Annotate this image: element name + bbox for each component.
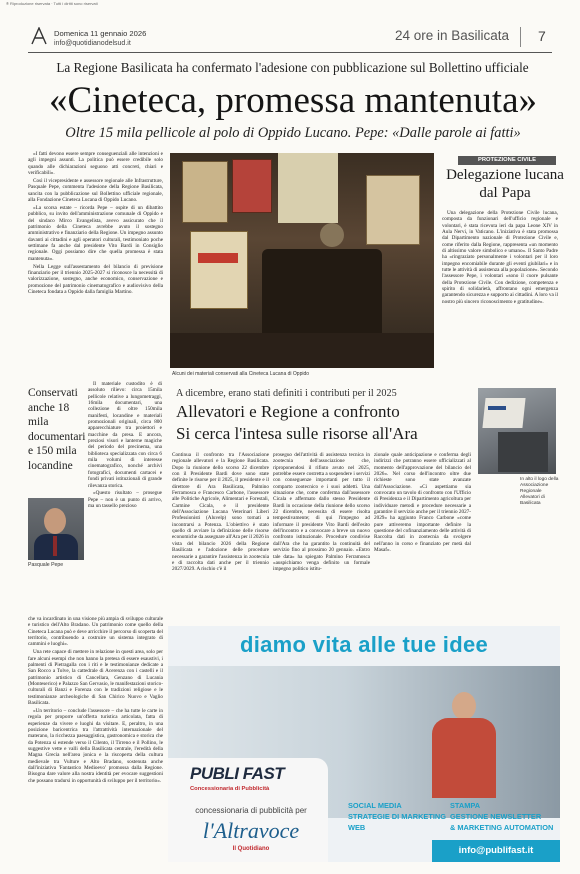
ad-services-right — [450, 800, 553, 833]
paragraph: Così il vicepresidente e assessore regionale alle Infrastrutture, Pasquale Pepe, commenta l'adesione della Regione Basilicata, sancita con la pubblicazione sul Bollettino ufficiale regionale, alla Fondazione Cineteca Lucana di Oppido Lucano. — [28, 177, 163, 203]
paragraph: Continua il confronto tra l'Associazione regionale allevatori e la Regione Basilicata. Dopo la riunione dello scorso 22 dicembre con il Presidente Bardi dove sono state definite le risorse per il 2025, il presidente e il direttore di Ara Basilicata, Palmino Ferramosca e Francesco Carbone, l'assessore alle Politiche Agricole, Alimentari e Forestali, Carmine Cicala, e il presidente dell'Associazione Lucana Veterinari Liberi Professionisti (Aluvelp) sono tornati a incontrarsi a Potenza. L'obiettivo è stato quello di avviare la definizione delle risorse economiche da assegnare all'Ara per il 2026 in vista del bilancio 2026 della Regione Basilicata e l'adozione delle procedure necessarie a garantire l'assistenza in zootecnia e di raccolta dati anche per il triennio 2027/2029. A rischio c'è il — [172, 452, 269, 573]
top-notice: ® Riproduzione riservata · Tutti i diritti sono riservati — [6, 1, 98, 6]
pullquote: Conservati anche 18 mila documentari e 150 mila locandine — [28, 387, 86, 472]
ara-photo — [478, 388, 556, 474]
cineteca-photo — [170, 153, 434, 368]
paragraph: «I fatti devono essere sempre conseguenziali alle intenzioni e agli impegni assunti. La politica può essere credibile solo quando alle dichiarazioni seguono atti concreti, chiari e verificabili». — [28, 151, 163, 177]
masthead-email[interactable]: info@quotidianodelsud.it — [54, 40, 131, 47]
service-item: SOCIAL MEDIA — [348, 801, 402, 810]
paragraph: «La scorsa estate – ricorda Pepe – ospite di un dibattito pubblico, su invito dell'amministrazione comunale di Oppido e del sindaco Mirco Evangelista, avevo assicurato che il patrimonio della Cineteca avrebbe avuto il sostegno amministrativo e finanziario della Regione. Un impegno assunto davanti ai cittadini e agli operatori culturali, testimoniato poche settimane fa anche dal presidente Vito Bardi in Consiglio regionale. Oggi possiamo dire che quella promessa è stata mantenuta». — [28, 204, 163, 262]
sidebar-body — [442, 210, 558, 376]
main-kicker: La Regione Basilicata ha confermato l'adesione con pubblicazione sul Bollettino ufficiale — [56, 60, 529, 75]
service-item: STRATEGIE DI MARKETING — [348, 812, 446, 821]
service-item: WEB — [348, 823, 366, 832]
publifast-sub: Concessionaria di Pubblicità — [190, 786, 270, 792]
sidebar-headline: Delegazione lucana dal Papa — [446, 167, 564, 201]
article2-col3 — [374, 452, 471, 612]
paragraph: Il materiale custodito è di assoluto rilievo: circa 15mila pellicole relative a lungometraggi, 16mila documentari, una collezione di oltre 150mila manifesti, locandine e materiali promozionali originali, circa 800 apparecchiature tra proiettori e macchine da presa. E ancora, preziosi visori e lanterne magiche del periodo del precinema, una biblioteca specializzata con circa 6 mila volumi di interesse cinematografico, nonché archivi fotografici, documenti cartacei e fondi privati istituzionali di grande rilevanza storica. — [88, 381, 162, 489]
masthead-rule — [28, 52, 552, 53]
altravoce-logo: l'Altravoce — [202, 818, 300, 843]
main-body-bottom — [28, 616, 163, 863]
publifast-logo: PUBLI FAST — [190, 764, 285, 783]
service-item: STAMPA — [450, 801, 481, 810]
paragraph: zionale quale anticipazione e conferma degli indirizzi che potranno essere ufficializzati al momento dell'approvazione del bilancio del 2026». Nel corso dell'incontro oltre due richieste sono state avanzate dall'Associazione. «Ci aspettiamo sia convocato un tavolo di confronto con l'Ufficio di Presidenza e il Dipartimento agricoltura per individuare metodi e procedure necessarie a garantire il servizio anche per il triennio 2027-2029» ha aggiunto Franco Carbone «come pure attiveremo importante definire la questione del cofinanziamento delle attività di Raccolta dati in zootecnia da svolgere nell'anno in corso e finanziato per metà dal Masaf». — [374, 452, 471, 554]
ad-headline: diamo vita alle tue idee — [239, 632, 489, 657]
paragraph: proseguo dell'attività di assistenza tecnica in zootecnia dell'associazione che, riproponendosi il rifiuto avuto nel 2025, potrebbe essere costretta a sospendere i servizi con conseguenze importanti per tutto il comparto zootecnico e i suoi addetti. Una situazione che, come conferma dall'assessore Cicala e affermato dallo stesso Presidente Bardi in occasione della riunione dello scorso 22 dicembre, necessita di essere risolta tempestivamente; di qui l'impegno ad informare il presidente Vito Bardi dell'esito dell'incontro e a convocare a breve un nuovo confronto istituzionale. Procedure condivise dall'Ara che ha garantito la continuità del servizio fino al prossimo 20 gennaio. «Entro tale data» ha spiegato Palmino Ferramosca «auspichiamo venga definito un formale impegno politico istitu- — [273, 452, 370, 573]
photo-caption: Alcuni dei materiali conservati alla Cineteca Lucana di Oppido — [172, 371, 310, 377]
portrait-photo — [28, 498, 84, 560]
ad-tagline: concessionaria di pubblicità per — [195, 806, 307, 815]
article2-headline-line2: Si cerca l'intesa sulle risorse all'Ara — [176, 424, 418, 443]
section-title: 24 ore in Basilicata — [395, 28, 510, 43]
ad-person — [418, 688, 508, 798]
main-headline: «Cineteca, promessa mantenuta» — [48, 80, 538, 121]
ad-panel[interactable] — [168, 626, 560, 862]
article2-kicker: A dicembre, erano stati definiti i contributi per il 2025 — [176, 388, 397, 399]
masthead-logo — [30, 27, 48, 45]
paragraph: Nella Legge sull'assestamento del bilancio di previsione finanziario per il triennio 2025-2027 si riconosce la necessità di valorizzazione, sostegno, anche economico, conservazione e promozione del patrimonio cinematografico e audiovisivo della Cineteca fondata a Oppido dalla famiglia Martino. — [28, 263, 163, 295]
ad-email[interactable]: info@publifast.it — [432, 840, 560, 862]
paragraph: «Un territorio – conclude l'assessore – che ha tutte le carte in regola per proporre un'offerta turistica articolata, fatta di esperienze da vivere e luoghi da visitare. E, peraltro, in una posizione baricentrica tra l'attrattività internazionale del materano, la ricchezza paesaggistica, gastronomica e storica che da Potenza si estende verso il Cilento, il Tirreno e il Pollino, le suggestive vette e valli della Basilicata centrale, l'eredità della Magna Grecia nell'area jonica e la riscoperta della cultura medievale tra Vulture e Alto Bradano, sostenuta anche dall'iniziativa 'Fantastico Medioevo' promossa dalla Regione. Bisogna dare valore alla nostra identità per evocare suggestioni che possano tradursi in opportunità di sviluppo per il territorio». — [28, 708, 163, 784]
altravoce-sub: Il Quotidiano — [232, 846, 270, 852]
ara-photo-caption: In alto il logo della Associazione Regionale Allevatori di Basilicata — [520, 477, 559, 506]
portrait-caption: Pasquale Pepe — [28, 562, 64, 568]
service-item: GESTIONE NEWSLETTER — [450, 812, 542, 821]
main-body-narrow — [88, 381, 162, 615]
article2-col2 — [273, 452, 370, 612]
paragraph: «Questo risultato – prosegue Pepe – non è un punto di arrivo, ma un tassello prezioso — [88, 490, 162, 510]
ad-brand-block — [168, 758, 328, 862]
main-body-left — [28, 151, 163, 373]
page-number: 7 — [538, 28, 546, 44]
main-subhead: Oltre 15 mila pellicole al polo di Oppido Lucano. Pepe: «Dalle parole ai fatti» — [65, 125, 521, 141]
paragraph: che va incardinato in una visione più ampia di sviluppo culturale e turistico dell'Alto Bradano. Un patrimonio come quello della Cineteca Lucana può e deve arricchire il percorso di scoperta del territorio, contribuendo a costruire un sistema integrato di cammini e luoghi». — [28, 616, 163, 648]
ad-services-left — [348, 800, 446, 833]
masthead-date: Domenica 11 gennaio 2026 — [54, 29, 147, 38]
sidebar-label: PROTEZIONE CIVILE — [458, 156, 556, 165]
paragraph: Una delegazione della Protezione Civile lucana, composta da funzionari dell'ufficio regionale e volontari, è stata ricevuta ieri da papa Leone XIV in Aula Nervi, in Vaticano. L'iniziativa è stata promossa dal Dipartimento nazionale di Protezione Civile e, come riferito dalla Regione, rappresenta «un momento di altissimo valore simbolico e umano». Il Santo Padre ha «ringraziato personalmente i volontari per il loro impegno encomiabile durante gli eventi giubilari» e in tutte le attività di assistenza alla popolazione». Secondo l'assessore Pepe, i volontari «sono il cuore pulsante della Protezione Civile. Con dedizione, competenza e spirito di solidarietà, affrontano ogni emergenza garantendo sicurezza e supporto ai cittadini. A loro va il nostro più sincero riconoscimento e gratitudine». — [442, 210, 558, 305]
service-item: & MARKETING AUTOMATION — [450, 823, 554, 832]
masthead-divider — [520, 27, 521, 47]
article2-col1 — [172, 452, 269, 612]
paragraph: Una rete capace di mettere in relazione in questi area, solo per fare alcuni esempi che non hanno la pretesa di essere esaustivi, i palmenti di Pietragalla con i riti e le testimonianze dedicate a San Rocco a Tolve, la cattedrale di Acerenza con i castelli e il patrimonio artistico di Cancellara, Genzano di Lucania (Monteserico) e Palazzo San Gervasio, le manifestazioni storico-culturali di Banzi e Forenza con le tradizioni religiose e le testimonianze archeologiche di San Chirico Nuovo e Vaglio Basilicata. — [28, 649, 163, 707]
article2-headline-line1: Allevatori e Regione a confronto — [176, 402, 400, 421]
